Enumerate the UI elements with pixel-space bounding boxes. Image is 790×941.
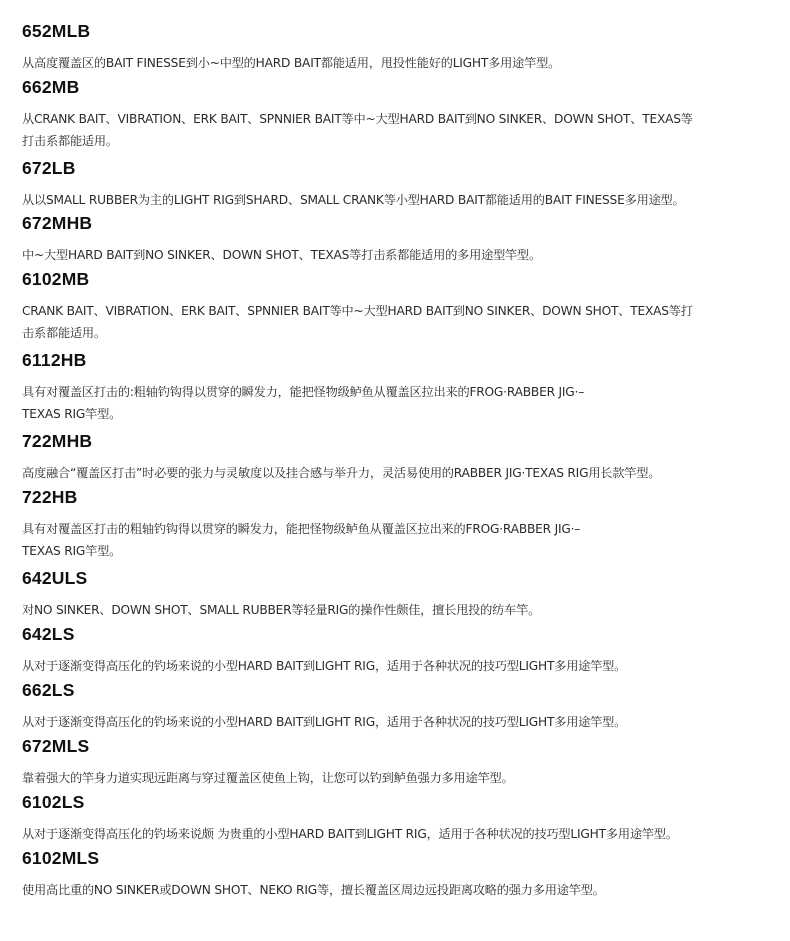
description-line: 从对于逐渐变得高压化的钓场来说的小型HARD BAIT到LIGHT RIG，适用于各种状况的技巧型LIGHT多用途竿型。 xyxy=(22,715,627,729)
model-title: 6102MLS xyxy=(22,848,100,868)
description-line: CRANK BAIT、VIBRATION、ERK BAIT、SPNNIER BAIT等中~大型HARD BAIT到NO SINKER、DOWN SHOT、TEXAS等打 xyxy=(22,304,693,318)
description-line: 使用高比重的NO SINKER或DOWN SHOT、NEKO RIG等，擅长覆盖区周边远投距离攻略的强力多用途竿型。 xyxy=(22,883,605,897)
description-line: 从对于逐渐变得高压化的钓场来说的小型HARD BAIT到LIGHT RIG，适用于各种状况的技巧型LIGHT多用途竿型。 xyxy=(22,659,627,673)
description-line: 从CRANK BAIT、VIBRATION、ERK BAIT、SPNNIER BAIT等中~大型HARD BAIT到NO SINKER、DOWN SHOT、TEXAS等 xyxy=(22,112,693,126)
rod-entry-6102mls xyxy=(22,848,788,901)
model-description xyxy=(22,655,788,677)
model-description xyxy=(22,462,788,484)
model-title: 722MHB xyxy=(22,431,93,451)
model-title: 672MHB xyxy=(22,213,93,233)
model-description xyxy=(22,108,788,152)
description-line: 具有对覆盖区打击的:粗轴钓钩得以贯穿的瞬发力，能把怪物级鲈鱼从覆盖区拉出来的FROG·RABBER JIG·– xyxy=(22,385,585,399)
model-description xyxy=(22,518,788,562)
model-title: 6102MB xyxy=(22,269,90,289)
model-description xyxy=(22,823,788,845)
description-line: TEXAS RIG竿型。 xyxy=(22,544,122,558)
rod-entry-6102ls xyxy=(22,792,788,845)
rod-entry-672lb xyxy=(22,158,788,211)
description-line: 高度融合“覆盖区打击”时必要的张力与灵敏度以及挂合感与举升力，灵活易使用的RABBER JIG·TEXAS RIG用长款竿型。 xyxy=(22,466,661,480)
model-description xyxy=(22,52,788,74)
description-line: TEXAS RIG竿型。 xyxy=(22,407,122,421)
model-description xyxy=(22,189,788,211)
rod-entry-642ls xyxy=(22,624,788,677)
rod-entry-662ls xyxy=(22,680,788,733)
model-title: 6112HB xyxy=(22,350,87,370)
description-line: 靠着强大的竿身力道实现远距离与穿过覆盖区使鱼上钩，让您可以钓到鲈鱼强力多用途竿型。 xyxy=(22,771,514,785)
model-description xyxy=(22,599,788,621)
rod-entry-672mls xyxy=(22,736,788,789)
model-title: 652MLB xyxy=(22,21,91,41)
rod-entry-652mlb xyxy=(22,21,788,74)
rod-entry-722hb xyxy=(22,487,788,562)
model-title: 662LS xyxy=(22,680,75,700)
rod-entry-662mb xyxy=(22,77,788,152)
description-line: 中~大型HARD BAIT到NO SINKER、DOWN SHOT、TEXAS等打击系都能适用的多用途型竿型。 xyxy=(22,248,542,262)
model-title: 642ULS xyxy=(22,568,88,588)
model-description xyxy=(22,767,788,789)
model-title: 722HB xyxy=(22,487,78,507)
model-description xyxy=(22,879,788,901)
description-line: 从对于逐渐变得高压化的钓场来说颇 为贵重的小型HARD BAIT到LIGHT RIG，适用于各种状况的技巧型LIGHT多用途竿型。 xyxy=(22,827,678,841)
rod-entry-722mhb xyxy=(22,431,788,484)
rod-entry-642uls xyxy=(22,568,788,621)
description-line: 对NO SINKER、DOWN SHOT、SMALL RUBBER等轻量RIG的操作性颇佳，擅长甩投的纺车竿。 xyxy=(22,603,541,617)
model-title: 662MB xyxy=(22,77,80,97)
rod-entry-6102mb xyxy=(22,269,788,344)
model-title: 642LS xyxy=(22,624,75,644)
model-description xyxy=(22,244,788,266)
description-line: 从以SMALL RUBBER为主的LIGHT RIG到SHARD、SMALL CRANK等小型HARD BAIT都能适用的BAIT FINESSE多用途型。 xyxy=(22,193,685,207)
model-title: 6102LS xyxy=(22,792,85,812)
description-line: 从高度覆盖区的BAIT FINESSE到小~中型的HARD BAIT都能适用，甩投性能好的LIGHT多用途竿型。 xyxy=(22,56,561,70)
model-description xyxy=(22,711,788,733)
model-description xyxy=(22,300,788,344)
description-line: 击系都能适用。 xyxy=(22,326,106,340)
model-title: 672MLS xyxy=(22,736,90,756)
description-line: 具有对覆盖区打击的粗轴钓钩得以贯穿的瞬发力，能把怪物级鲈鱼从覆盖区拉出来的FROG·RABBER JIG·– xyxy=(22,522,581,536)
rod-entry-6112hb xyxy=(22,350,788,425)
model-title: 672LB xyxy=(22,158,76,178)
description-line: 打击系都能适用。 xyxy=(22,134,118,148)
rod-entry-672mhb xyxy=(22,213,788,266)
model-description xyxy=(22,381,788,425)
